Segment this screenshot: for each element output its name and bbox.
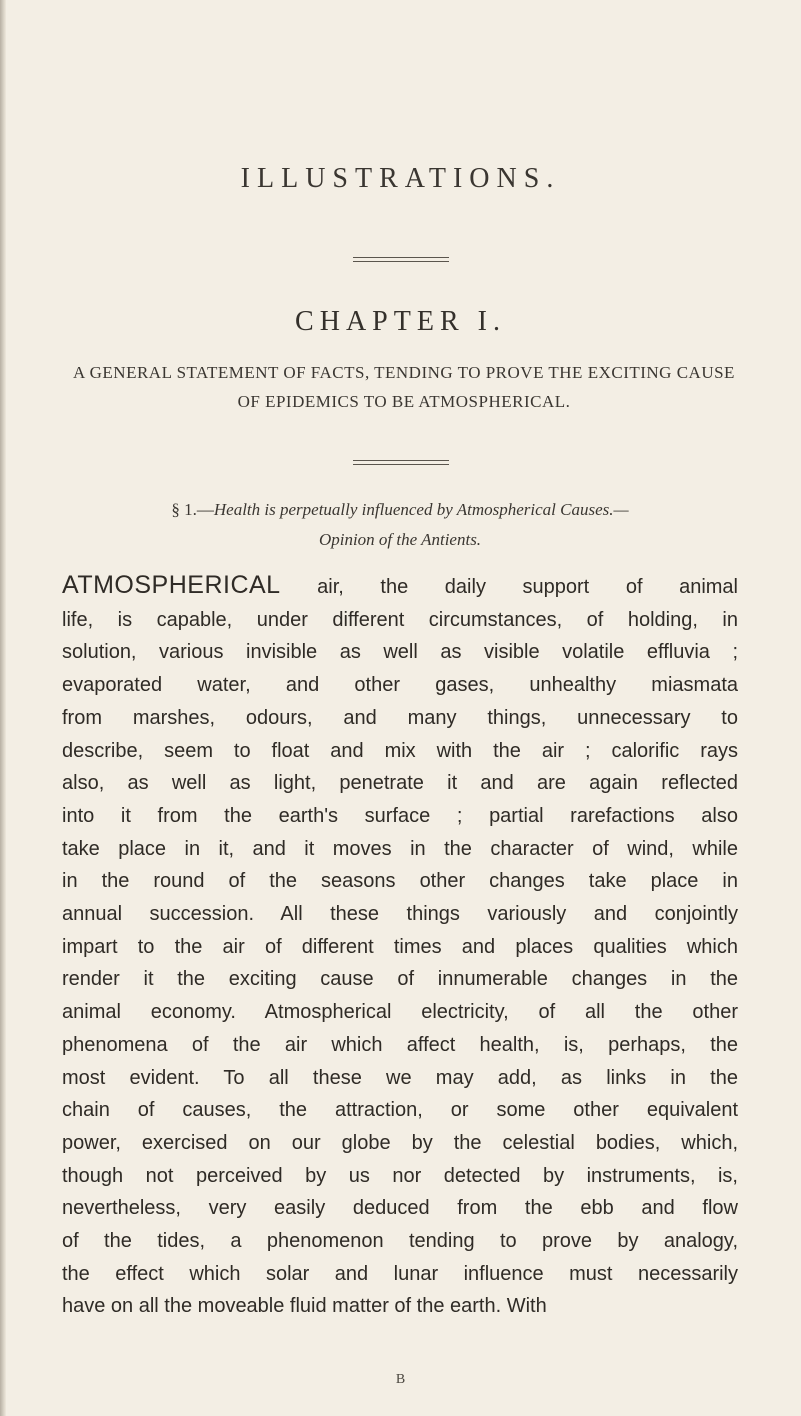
text-line: chain of causes, the attraction, or some other equivalent [62, 1099, 738, 1122]
section-number: § 1.— [171, 500, 214, 519]
section-heading [80, 495, 720, 555]
text-line: in the round of the seasons other changes take place in [62, 870, 738, 893]
double-rule-top [0, 257, 801, 262]
text-line: have on all the moveable fluid matter of the earth. With [62, 1295, 547, 1318]
double-rule-bottom [0, 460, 801, 465]
text-line: render it the exciting cause of innumerable changes in the [62, 968, 738, 991]
running-title: ILLUSTRATIONS. [240, 163, 561, 194]
text-line: impart to the air of different times and places qualities which [62, 935, 738, 958]
text-line: the effect which solar and lunar influence must necessarily [62, 1262, 738, 1285]
text-line: most evident. To all these we may add, as links in the [62, 1066, 738, 1089]
chapter-heading: CHAPTER I. [295, 306, 506, 337]
text-line: take place in it, and it moves in the character of wind, while [62, 837, 738, 860]
body-paragraph [62, 569, 738, 1323]
text-line: power, exercised on our globe by the celestial bodies, which, [62, 1131, 738, 1154]
signature-mark: B [395, 1372, 406, 1387]
text-line [62, 569, 738, 604]
text-line: solution, various invisible as well as visible volatile effluvia ; [62, 641, 738, 664]
text-line: of the tides, a phenomenon tending to prove by analogy, [62, 1230, 738, 1253]
text-line: phenomena of the air which affect health, is, perhaps, the [62, 1033, 738, 1056]
text-line: into it from the earth's surface ; partial rarefactions also [62, 804, 738, 827]
text-line: also, as well as light, penetrate it and are again reflected [62, 772, 738, 795]
section-title: Health is perpetually influenced by Atmospherical Causes.— [213, 500, 629, 519]
text-line: life, is capable, under different circumstances, of holding, in [62, 608, 738, 631]
section-heading-line-2: Opinion of the Antients. [318, 530, 482, 549]
text-line: from marshes, odours, and many things, unnecessary to [62, 706, 738, 729]
opening-word: ATMOSPHERICAL [62, 571, 281, 599]
text-line: annual succession. All these things variously and conjointly [62, 903, 738, 926]
text-line: nevertheless, very easily deduced from the ebb and flow [62, 1197, 738, 1220]
text-line-content: air, the daily support of animal [280, 576, 738, 598]
chapter-subtitle: A GENERAL STATEMENT OF FACTS, TENDING TO PROVE THE EXCITING CAUSE OF EPIDEMICS TO BE ATMOSPHERICAL. [73, 363, 735, 411]
section-heading-line-1 [80, 495, 720, 525]
text-line: describe, seem to float and mix with the air ; calorific rays [62, 739, 738, 762]
text-line: animal economy. Atmospherical electricity, of all the other [62, 1001, 738, 1024]
text-line: evaporated water, and other gases, unhealthy miasmata [62, 674, 738, 697]
text-line: though not perceived by us nor detected by instruments, is, [62, 1164, 738, 1187]
